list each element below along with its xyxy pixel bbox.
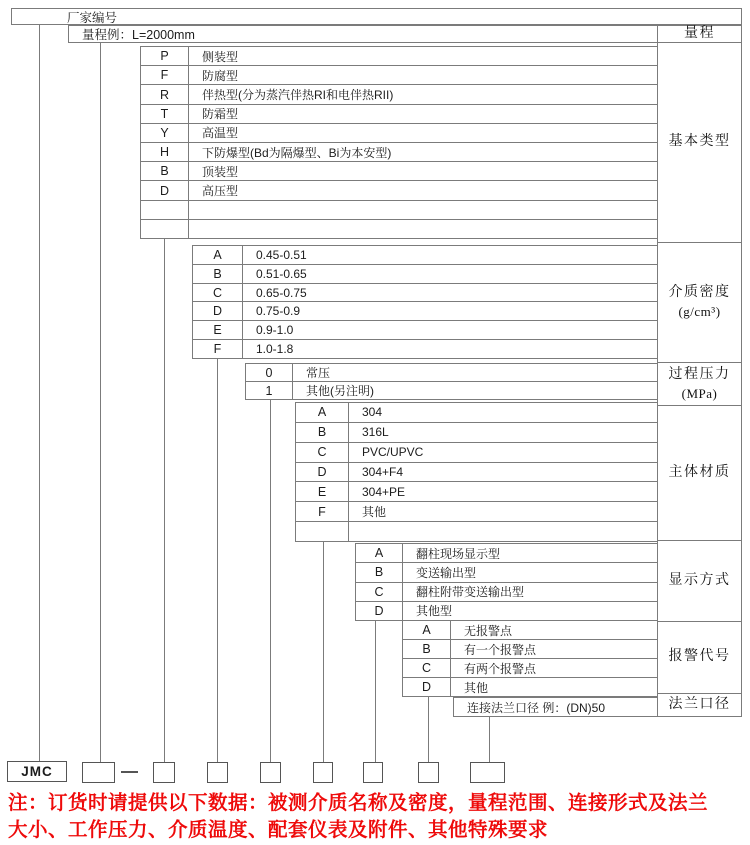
- range-example-label: 量程例：L=2000mm: [82, 28, 195, 42]
- code-cell: [141, 201, 189, 219]
- alarm-code-table: [402, 620, 657, 697]
- desc-cell: 1.0-1.8: [256, 342, 294, 357]
- table-row: [403, 659, 657, 678]
- code-cell: B: [296, 423, 349, 442]
- model-box-flange: [470, 762, 505, 783]
- table-row: [193, 284, 657, 303]
- factory-code-row: [11, 8, 742, 25]
- label-process-pressure: 过程压力 (MPa): [658, 363, 741, 406]
- density-table: [192, 245, 657, 359]
- table-row: [296, 502, 657, 522]
- desc-cell: 顶装型: [202, 164, 239, 179]
- desc-cell: 其他: [464, 680, 489, 695]
- model-box-pressure: [260, 762, 281, 783]
- desc-cell: 高压型: [202, 184, 239, 199]
- desc-cell: 有一个报警点: [464, 642, 537, 657]
- desc-cell: 侧装型: [202, 49, 239, 64]
- code-cell: A: [193, 246, 243, 264]
- code-cell: C: [356, 583, 403, 601]
- desc-cell: [189, 220, 657, 238]
- label-range: 量程: [658, 26, 741, 43]
- code-cell: F: [193, 340, 243, 358]
- pressure-table: [245, 363, 657, 400]
- model-prefix-label: JMC: [21, 764, 53, 779]
- connector-line-flange: [489, 717, 490, 762]
- code-cell: E: [193, 321, 243, 339]
- code-cell: B: [356, 563, 403, 581]
- range-example-row: [68, 25, 657, 43]
- code-cell: C: [403, 659, 451, 677]
- code-cell: F: [296, 502, 349, 521]
- table-row: [141, 105, 657, 124]
- table-row: [141, 143, 657, 162]
- desc-cell: 伴热型(分为蒸汽伴热RI和电伴热RII): [202, 88, 394, 102]
- code-cell: D: [193, 302, 243, 320]
- model-prefix-box: [7, 761, 67, 782]
- code-cell: A: [356, 544, 403, 562]
- desc-cell: 0.65-0.75: [256, 285, 307, 300]
- table-row: [296, 443, 657, 463]
- table-row: [193, 265, 657, 284]
- desc-cell: 其他(另注明): [306, 384, 374, 398]
- model-box-basic: [153, 762, 175, 783]
- desc-cell: 0.9-1.0: [256, 323, 294, 338]
- table-row: [403, 678, 657, 696]
- code-cell: Y: [141, 124, 189, 142]
- code-cell: B: [403, 640, 451, 658]
- connector-line-material: [323, 542, 324, 762]
- factory-code-label: 厂家编号: [67, 10, 118, 25]
- model-box-display: [363, 762, 383, 783]
- category-label-column: [657, 25, 742, 717]
- table-row: [296, 522, 657, 541]
- connector-line-pressure: [270, 400, 271, 762]
- desc-cell: 翻柱附带变送输出型: [416, 585, 525, 600]
- table-row: [141, 162, 657, 181]
- table-row: [141, 181, 657, 200]
- ordering-note-line1: 注：订货时请提供以下数据：被测介质名称及密度，量程范围、连接形式及法兰: [8, 792, 709, 814]
- table-row: [296, 463, 657, 483]
- table-row: [356, 544, 657, 563]
- connector-line-range: [100, 43, 101, 762]
- code-cell: A: [403, 621, 451, 639]
- table-row: [403, 640, 657, 659]
- model-box-range: [82, 762, 115, 783]
- ordering-note: [8, 790, 748, 844]
- table-row: [246, 364, 657, 382]
- code-cell: D: [296, 463, 349, 482]
- model-dash: [121, 771, 138, 773]
- desc-cell: 防腐型: [202, 68, 239, 83]
- desc-cell: 其他型: [416, 604, 453, 619]
- label-alarm-code: 报警代号: [658, 622, 741, 694]
- display-mode-table: [355, 543, 657, 621]
- code-cell: F: [141, 66, 189, 84]
- desc-cell: 防霜型: [202, 107, 239, 122]
- code-cell: A: [296, 403, 349, 422]
- code-cell: [141, 220, 189, 238]
- code-cell: H: [141, 143, 189, 161]
- code-cell: C: [296, 443, 349, 462]
- connector-line-basic: [164, 239, 165, 762]
- table-row: [193, 302, 657, 321]
- desc-cell: 316L: [362, 425, 389, 440]
- flange-bore-text: 连接法兰口径 例：(DN)50: [467, 700, 606, 715]
- connector-line-alarm: [428, 697, 429, 762]
- desc-cell: 304: [362, 405, 383, 420]
- desc-cell: PVC/UPVC: [362, 445, 424, 460]
- label-basic-type: 基本类型: [658, 43, 741, 243]
- desc-cell: 其他: [362, 505, 387, 520]
- model-box-alarm: [418, 762, 439, 783]
- table-row: [356, 563, 657, 582]
- code-cell: T: [141, 105, 189, 123]
- desc-cell: 下防爆型(Bd为隔爆型、Bi为本安型): [202, 145, 392, 160]
- ordering-note-line2: 大小、工作压力、介质温度、配套仪表及附件、其他特殊要求: [8, 819, 549, 841]
- table-row: [141, 66, 657, 85]
- desc-cell: 有两个报警点: [464, 661, 537, 676]
- label-body-material: 主体材质: [658, 406, 741, 541]
- material-table: [295, 402, 657, 542]
- basic-type-table: [140, 46, 657, 239]
- code-cell: D: [403, 678, 451, 696]
- label-display-mode: 显示方式: [658, 541, 741, 622]
- table-row: [193, 246, 657, 265]
- table-row: [141, 47, 657, 66]
- table-row: [141, 220, 657, 238]
- table-row: [296, 482, 657, 502]
- connector-line-display: [375, 621, 376, 762]
- table-row: [356, 583, 657, 602]
- code-cell: C: [193, 284, 243, 302]
- code-cell: B: [193, 265, 243, 283]
- table-row: [246, 382, 657, 399]
- code-cell: D: [356, 602, 403, 620]
- desc-cell: [349, 522, 657, 541]
- desc-cell: 无报警点: [464, 623, 513, 638]
- desc-cell: 0.45-0.51: [256, 247, 307, 262]
- connector-line-factory: [39, 24, 40, 761]
- desc-cell: 0.75-0.9: [256, 304, 301, 319]
- connector-line-density: [217, 359, 218, 762]
- label-medium-density: 介质密度 (g/cm³): [658, 243, 741, 363]
- code-cell: P: [141, 47, 189, 65]
- model-box-density: [207, 762, 228, 783]
- code-cell: E: [296, 482, 349, 501]
- code-cell: 0: [246, 364, 293, 381]
- code-cell: B: [141, 162, 189, 180]
- flange-bore-row: [453, 697, 657, 717]
- desc-cell: 翻柱现场显示型: [416, 546, 501, 561]
- desc-cell: 高温型: [202, 126, 239, 141]
- table-row: [193, 321, 657, 340]
- desc-cell: 0.51-0.65: [256, 266, 307, 281]
- table-row: [356, 602, 657, 620]
- desc-cell: 304+PE: [362, 484, 406, 499]
- code-cell: R: [141, 85, 189, 103]
- table-row: [193, 340, 657, 358]
- model-box-material: [313, 762, 333, 783]
- desc-cell: 常压: [306, 366, 331, 380]
- desc-cell: [189, 201, 657, 219]
- code-cell: 1: [246, 382, 293, 399]
- desc-cell: 变送输出型: [416, 565, 477, 580]
- table-row: [141, 201, 657, 220]
- table-row: [141, 85, 657, 104]
- table-row: [296, 423, 657, 443]
- label-flange-bore: 法兰口径: [668, 696, 731, 712]
- desc-cell: 304+F4: [362, 465, 404, 479]
- table-row: [403, 621, 657, 640]
- table-row: [296, 403, 657, 423]
- code-cell: D: [141, 181, 189, 199]
- code-cell: [296, 522, 349, 541]
- table-row: [141, 124, 657, 143]
